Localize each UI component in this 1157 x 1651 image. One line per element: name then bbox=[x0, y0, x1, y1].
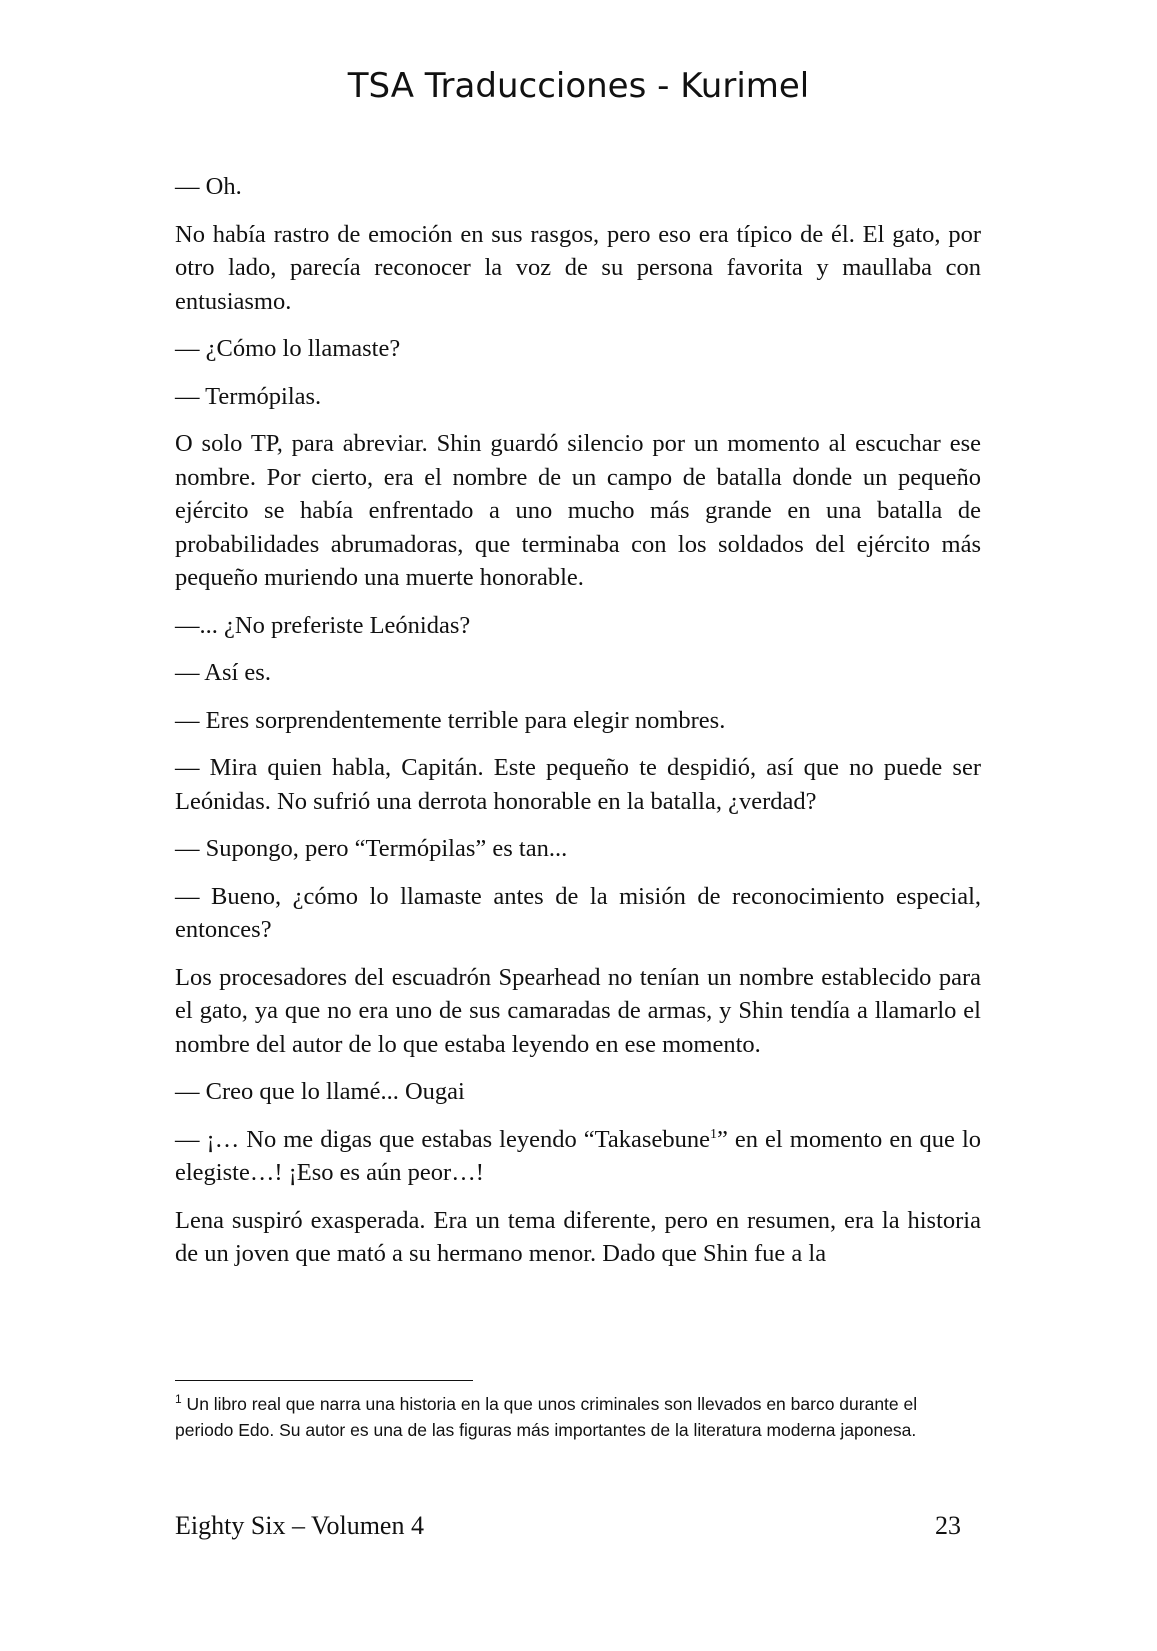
paragraph: — Creo que lo llamé... Ougai bbox=[175, 1078, 465, 1105]
paragraph: — Oh. bbox=[175, 173, 242, 200]
paragraph-text-before: — ¡… No me digas que estabas leyendo “Takasebune bbox=[175, 1125, 710, 1153]
paragraph: — Supongo, pero “Termópilas” es tan... bbox=[175, 835, 568, 862]
paragraph: Los procesadores del escuadrón Spearhead no tenían un nombre establecido para el gato, ya que no era uno de sus camaradas de armas, y Shin tendía a llamarlo el nombre del autor de lo que estaba leyendo en ese momento. bbox=[175, 963, 981, 1058]
paragraph: — Mira quien habla, Capitán. Este pequeño te despidió, así que no puede ser Leónidas. No sufrió una derrota honorable en la batalla, ¿verdad? bbox=[175, 754, 981, 815]
paragraph: No había rastro de emoción en sus rasgos, pero eso era típico de él. El gato, por otro lado, parecía reconocer la voz de su persona favorita y maullaba con entusiasmo. bbox=[175, 220, 981, 315]
footnote-separator bbox=[175, 1380, 473, 1381]
footnote-reference[interactable]: 1 bbox=[709, 1126, 717, 1142]
paragraph: O solo TP, para abreviar. Shin guardó silencio por un momento al escuchar ese nombre. Por cierto, era el nombre de un campo de batalla donde un pequeño ejército se había enfrentado a uno mucho más grande en una batalla de probabilidades abrumadoras, que terminaba con los soldados del ejército más pequeño muriendo una muerte honorable. bbox=[175, 430, 981, 591]
main-text bbox=[175, 170, 981, 1271]
paragraph: — Así es. bbox=[175, 659, 271, 686]
paragraph: — Eres sorprendentemente terrible para elegir nombres. bbox=[175, 706, 726, 734]
paragraph: Lena suspiró exasperada. Era un tema diferente, pero en resumen, era la historia de un joven que mató a su hermano menor. Dado que Shin fue a la bbox=[175, 1206, 981, 1267]
footnote bbox=[175, 1392, 975, 1443]
footnote-number: 1 bbox=[175, 1392, 182, 1407]
page-header-title: TSA Traducciones - Kurimel bbox=[347, 66, 810, 106]
paragraph: — Bueno, ¿cómo lo llamaste antes de la misión de reconocimiento especial, entonces? bbox=[175, 882, 981, 943]
paragraph-with-footnote-ref bbox=[175, 1123, 981, 1190]
paragraph: — Termópilas. bbox=[175, 382, 322, 410]
paragraph: — ¿Cómo lo llamaste? bbox=[175, 335, 401, 362]
footer-page-number: 23 bbox=[935, 1511, 961, 1540]
footnote-text: Un libro real que narra una historia en la que unos criminales son llevados en barco durante el periodo Edo. Su autor es una de las figuras más importantes de la literatura moderna japonesa. bbox=[175, 1394, 918, 1440]
paragraph: —... ¿No preferiste Leónidas? bbox=[175, 611, 471, 639]
paragraph-text-after: ” en el momento en que lo elegiste…! ¡Eso es aún peor…! bbox=[175, 1125, 982, 1186]
footer-book-title: Eighty Six – Volumen 4 bbox=[175, 1511, 424, 1540]
